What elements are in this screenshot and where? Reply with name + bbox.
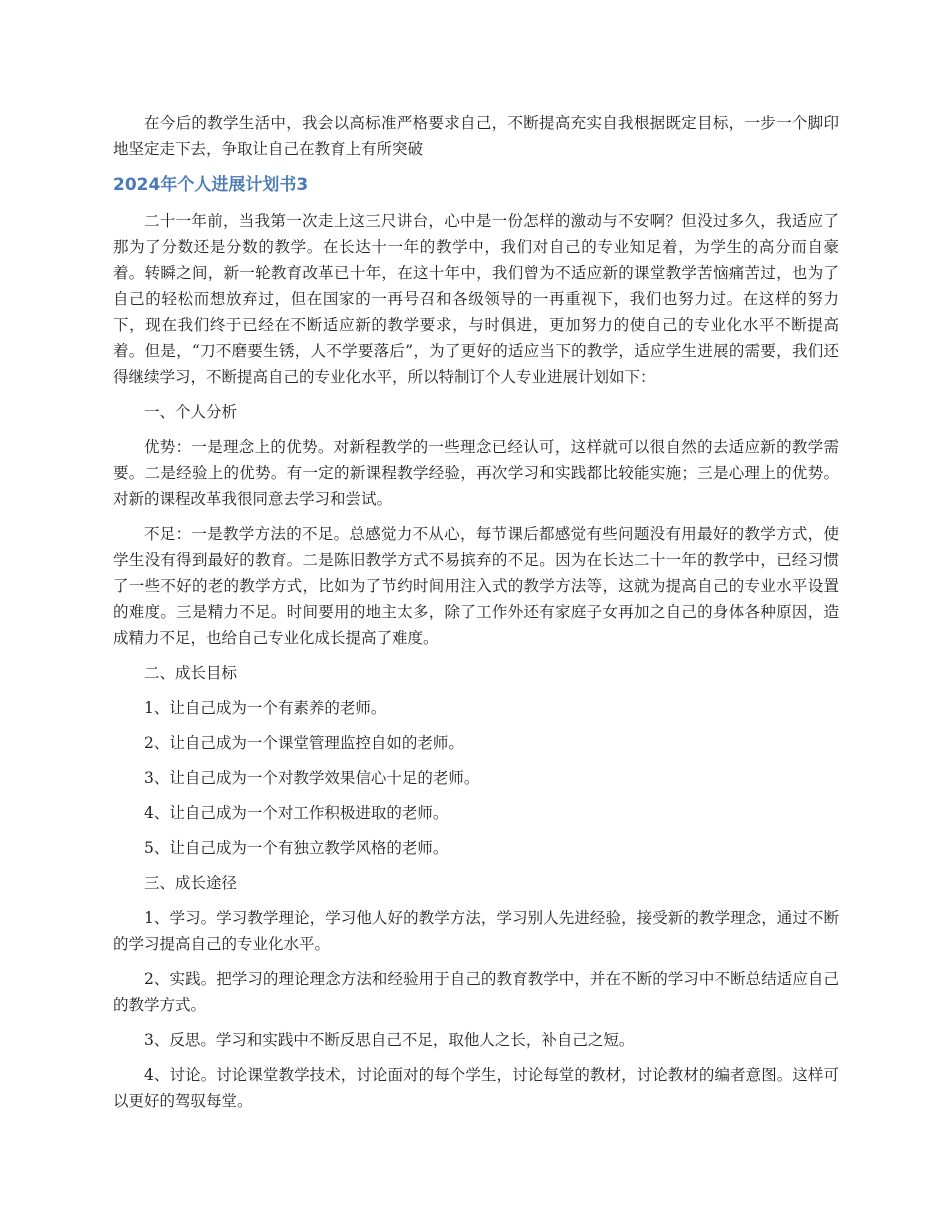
intro-paragraph: 在今后的教学生活中，我会以高标准严格要求自己，不断提高充实自我根据既定目标，一步一个脚印地坚定走下去，争取让自己在教育上有所突破: [113, 114, 839, 158]
goal-item-2: 2、让自己成为一个课堂管理监控自如的老师。: [144, 734, 464, 752]
strengths-paragraph: 优势：一是理念上的优势。对新程教学的一些理念已经认可，这样就可以很自然的去适应新的教学需要。二是经验上的优势。有一定的新课程教学经验，再次学习和实践都比较能实施；三是心理上的优势。对新的课程改革我很同意去学习和尝试。: [113, 438, 839, 508]
document-page: [113, 110, 839, 1123]
goal-item-5: 5、让自己成为一个有独立教学风格的老师。: [144, 839, 449, 857]
weaknesses-paragraph: 不足：一是教学方法的不足。总感觉力不从心，每节课后都感觉有些问题没有用最好的教学方式，使学生没有得到最好的教育。二是陈旧教学方式不易摈弃的不足。因为在长达二十一年的教学中，已经习惯了一些不好的老的教学方式，比如为了节约时间用注入式的教学方法等，这就为提高自己的专业水平设置的难度。三是精力不足。时间要用的地主太多，除了工作外还有家庭子女再加之自己的身体各种原因，造成精力不足，也给自己专业化成长提高了难度。: [113, 525, 839, 647]
opening-paragraph: 二十一年前，当我第一次走上这三尺讲台，心中是一份怎样的激动与不安啊？但没过多久，我适应了那为了分数还是分数的教学。在长达十一年的教学中，我们对自己的专业知足着，为学生的高分而自豪着。转瞬之间，新一轮教育改革已十年，在这十年中，我们曾为不适应新的课堂教学苦恼痛苦过，也为了自己的轻松而想放弃过，但在国家的一再号召和各级领导的一再重视下，我们也努力过。在这样的努力下，现在我们终于已经在不断适应新的教学要求，与时俱进，更加努力的使自己的专业化水平不断提高着。但是，“刀不磨要生锈，人不学要落后”，为了更好的适应当下的教学，适应学生进展的需要，我们还得继续学习，不断提高自己的专业化水平，所以特制订个人专业进展计划如下：: [113, 212, 839, 386]
path-item-3: 3、反思。学习和实践中不断反思自己不足，取他人之长，补自己之短。: [144, 1031, 635, 1049]
path-item-2: 2、实践。把学习的理论理念方法和经验用于自己的教育教学中，并在不断的学习中不断总结适应自己的教学方式。: [113, 970, 839, 1014]
heading-growth-paths: 三、成长途径: [144, 874, 238, 892]
heading-growth-goals: 二、成长目标: [144, 664, 238, 682]
path-item-1: 1、学习。学习教学理论，学习他人好的教学方法，学习别人先进经验，接受新的教学理念，通过不断的学习提高自己的专业化水平。: [113, 909, 839, 953]
heading-personal-analysis: 一、个人分析: [144, 403, 238, 421]
section-title: 2024年个人进展计划书3: [113, 175, 309, 195]
goal-item-1: 1、让自己成为一个有素养的老师。: [144, 699, 387, 717]
path-item-4: 4、讨论。讨论课堂教学技术，讨论面对的每个学生，讨论每堂的教材，讨论教材的编者意图。这样可以更好的驾驭每堂。: [113, 1066, 839, 1110]
goal-item-3: 3、让自己成为一个对教学效果信心十足的老师。: [144, 769, 480, 787]
goal-item-4: 4、让自己成为一个对工作积极进取的老师。: [144, 804, 449, 822]
